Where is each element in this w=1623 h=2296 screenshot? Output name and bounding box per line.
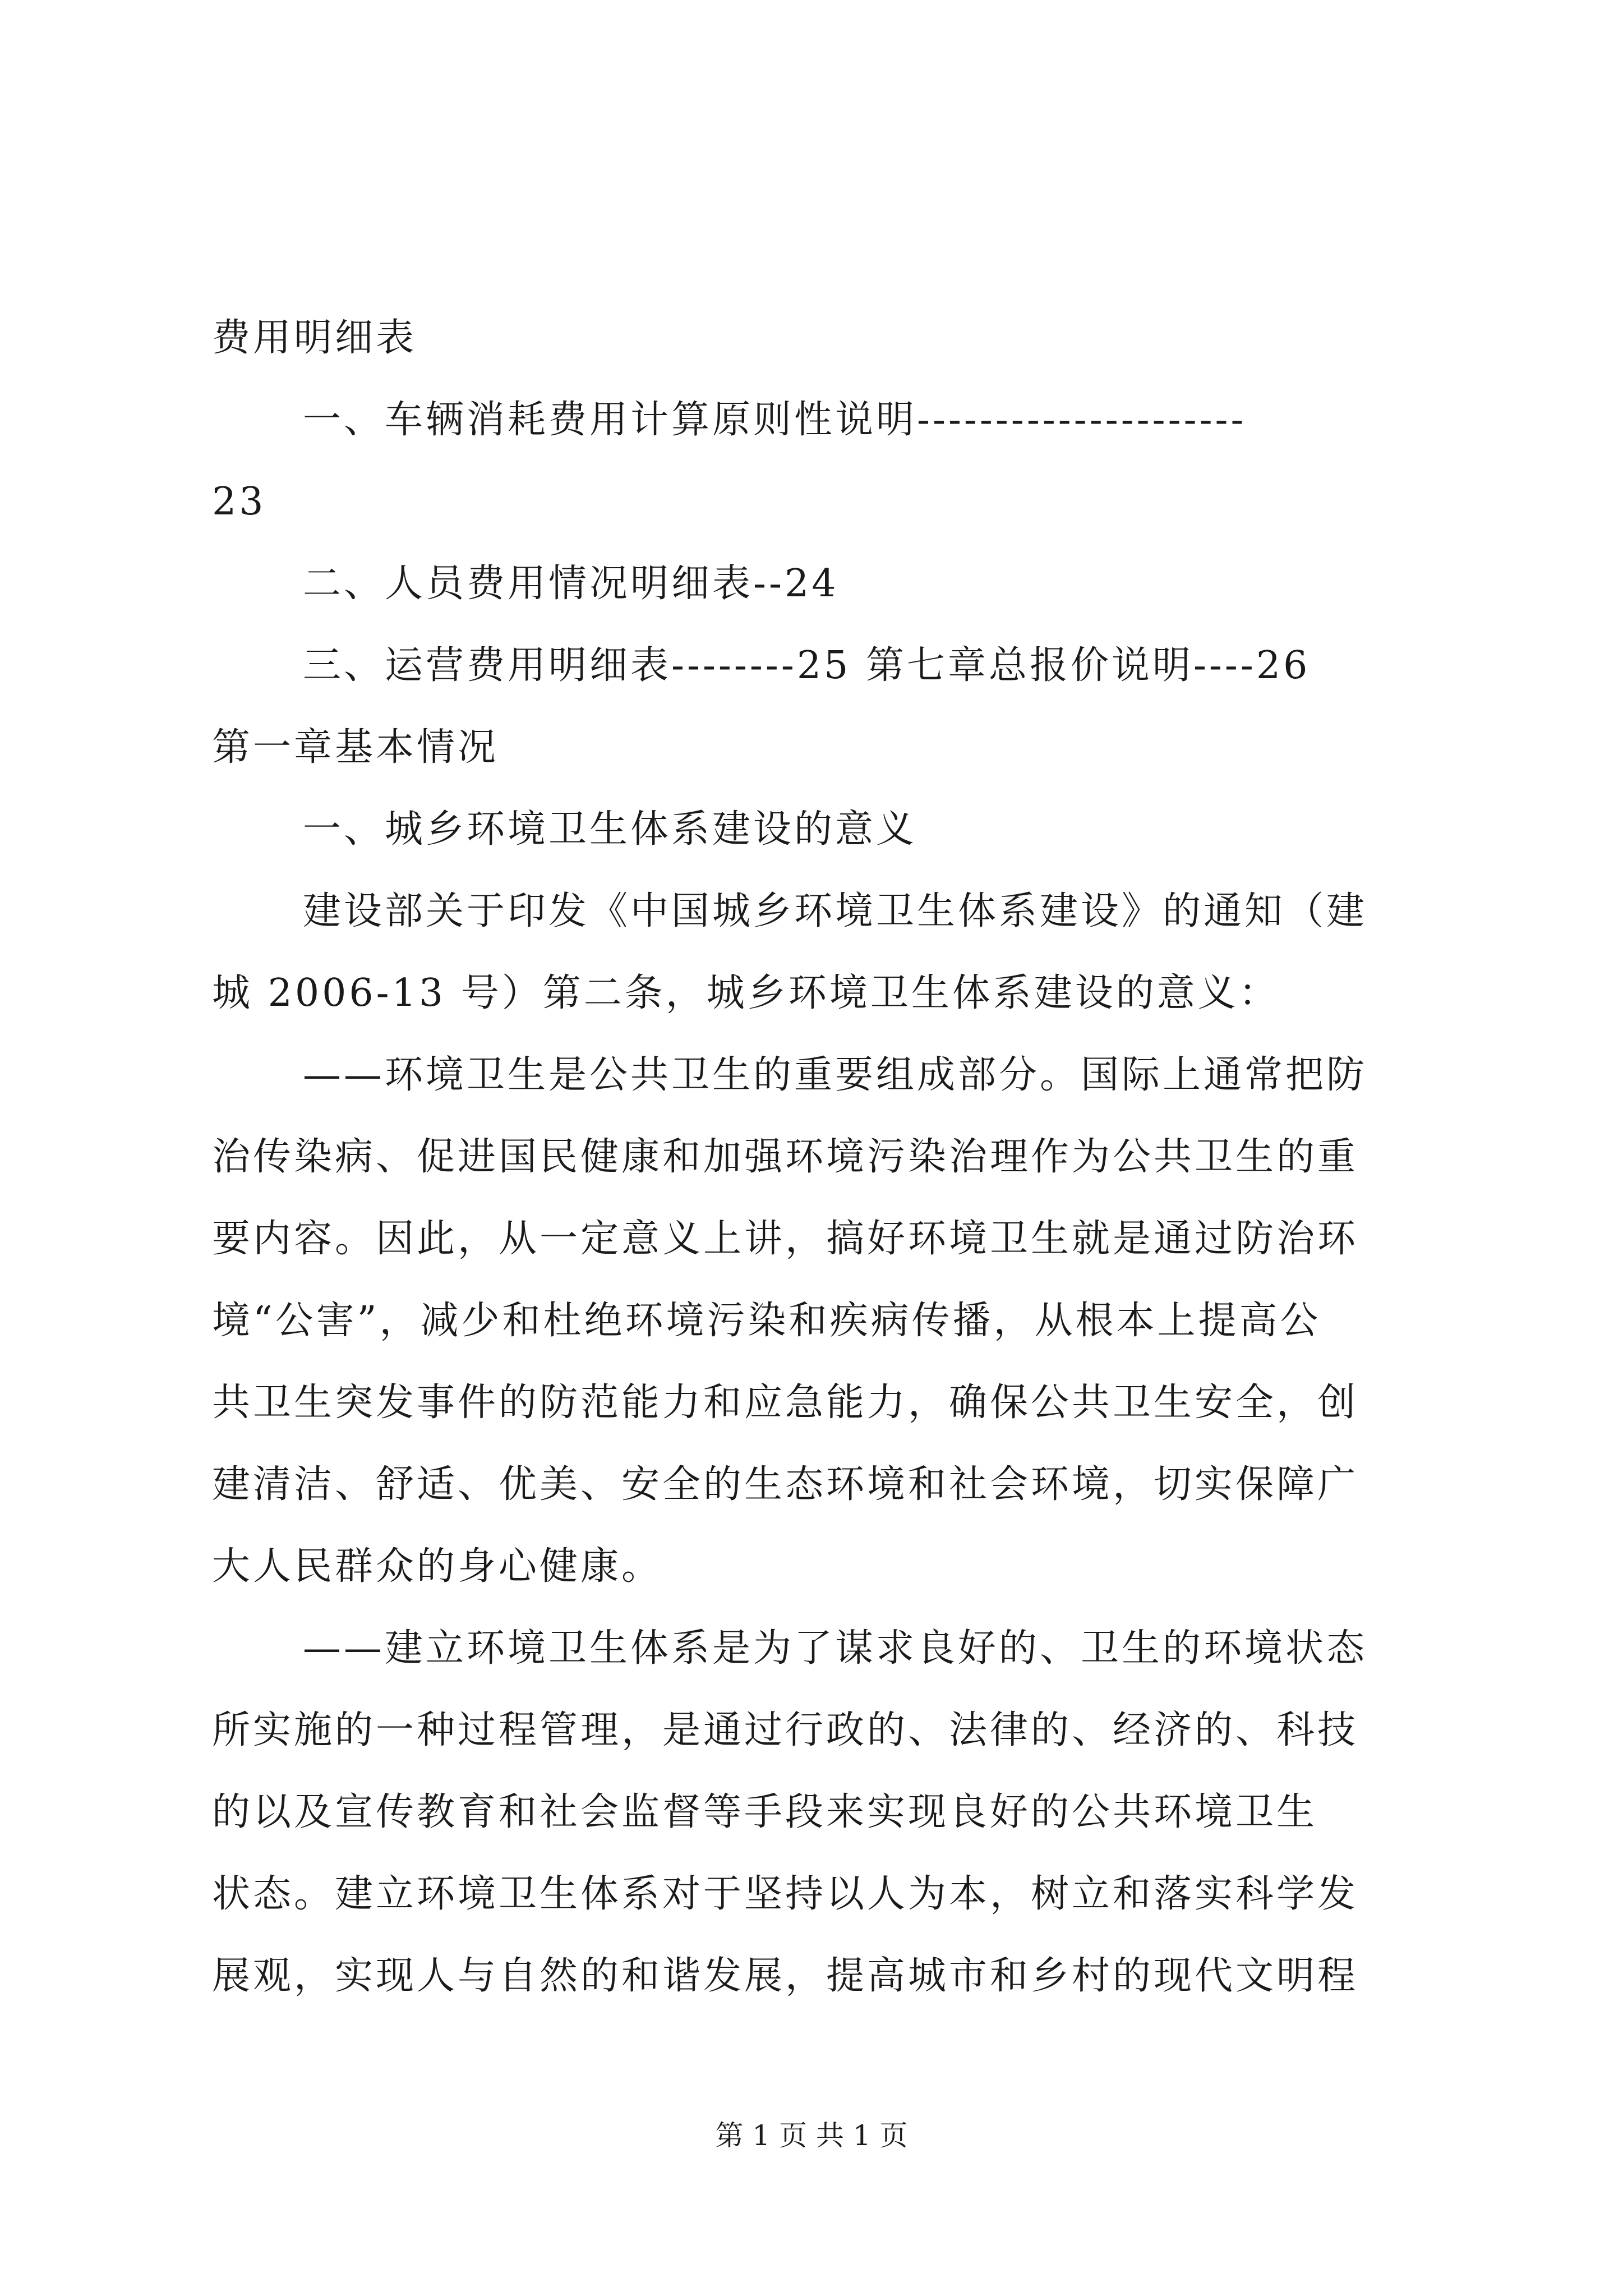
- text-line: 境“公害”，减少和杜绝环境污染和疾病传播，从根本上提高公: [212, 1299, 1321, 1343]
- text-line: 费用明细表: [212, 316, 417, 360]
- text-line: 一、城乡环境卫生体系建设的意义: [303, 807, 917, 852]
- text-line: 城 2006-13 号）第二条，城乡环境卫生体系建设的意义：: [212, 971, 1280, 1015]
- page-footer: 第 1 页 共 1 页: [715, 2119, 908, 2152]
- text-line: 建清洁、舒适、优美、安全的生态环境和社会环境，切实保障广: [212, 1462, 1359, 1507]
- text-line: 二、人员费用情况明细表--24: [303, 562, 839, 606]
- text-line: ——建立环境卫生体系是为了谋求良好的、卫生的环境状态: [303, 1626, 1368, 1671]
- text-line: ——环境卫生是公共卫生的重要组成部分。国际上通常把防: [303, 1053, 1368, 1097]
- text-line: 建设部关于印发《中国城乡环境卫生体系建设》的通知（建: [303, 889, 1368, 933]
- text-line: 共卫生突发事件的防范能力和应急能力，确保公共卫生安全，创: [212, 1381, 1359, 1425]
- text-line: 治传染病、促进国民健康和加强环境污染治理作为公共卫生的重: [212, 1135, 1359, 1179]
- text-line: 三、运营费用明细表--------25 第七章总报价说明----26: [303, 643, 1311, 688]
- text-line: 所实施的一种过程管理，是通过行政的、法律的、经济的、科技: [212, 1708, 1359, 1752]
- text-line: 状态。建立环境卫生体系对于坚持以人为本，树立和落实科学发: [212, 1872, 1359, 1916]
- text-line: 一、车辆消耗费用计算原则性说明---------------------: [303, 398, 1247, 442]
- text-line: 第一章基本情况: [212, 725, 499, 770]
- document-body: [212, 297, 1423, 2017]
- text-line: 大人民群众的身心健康。: [212, 1544, 663, 1589]
- text-line: 要内容。因此，从一定意义上讲，搞好环境卫生就是通过防治环: [212, 1217, 1359, 1261]
- text-line: 的以及宣传教育和社会监督等手段来实现良好的公共环境卫生: [212, 1790, 1318, 1834]
- text-line: 展观，实现人与自然的和谐发展，提高城市和乡村的现代文明程: [212, 1954, 1359, 1998]
- text-line: 23: [212, 480, 266, 524]
